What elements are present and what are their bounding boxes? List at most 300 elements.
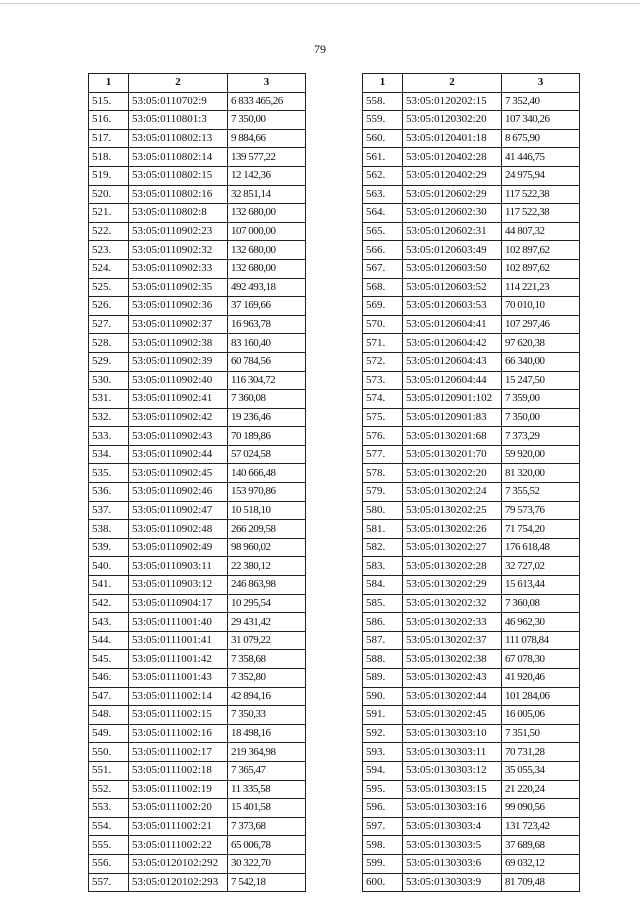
table-row (89, 129, 306, 148)
table-row (363, 185, 580, 204)
table-row (363, 650, 580, 669)
table-row (363, 148, 580, 167)
value-cell: 7 350,00 (502, 408, 580, 427)
table-row (363, 669, 580, 688)
value-cell: 65 006,78 (228, 836, 306, 855)
value-cell: 219 364,98 (228, 743, 306, 762)
value-cell: 16 963,78 (228, 315, 306, 334)
value-cell: 117 522,38 (502, 185, 580, 204)
value-cell: 7 350,00 (228, 111, 306, 130)
row-number-cell: 576. (363, 427, 403, 446)
row-number-cell: 560. (363, 129, 403, 148)
value-cell: 7 355,52 (502, 483, 580, 502)
cadastral-number-cell: 53:05:0110802:13 (129, 129, 228, 148)
row-number-cell: 520. (89, 185, 129, 204)
header-col-3: 3 (502, 74, 580, 93)
cadastral-number-cell: 53:05:0130202:27 (403, 538, 502, 557)
cadastral-number-cell: 53:05:0110801:3 (129, 111, 228, 130)
table-row (363, 334, 580, 353)
row-number-cell: 596. (363, 799, 403, 818)
row-number-cell: 519. (89, 166, 129, 185)
value-cell: 24 975,94 (502, 166, 580, 185)
cadastral-number-cell: 53:05:0130202:32 (403, 594, 502, 613)
row-number-cell: 547. (89, 687, 129, 706)
table-row (89, 501, 306, 520)
value-cell: 42 894,16 (228, 687, 306, 706)
value-cell: 7 352,80 (228, 669, 306, 688)
value-cell: 15 247,50 (502, 371, 580, 390)
row-number-cell: 554. (89, 817, 129, 836)
value-cell: 12 142,36 (228, 166, 306, 185)
row-number-cell: 584. (363, 576, 403, 595)
cadastral-number-cell: 53:05:0111001:41 (129, 631, 228, 650)
table-body-right (363, 92, 580, 892)
value-cell: 70 010,10 (502, 297, 580, 316)
row-number-cell: 538. (89, 520, 129, 539)
table-row (363, 501, 580, 520)
value-cell: 132 680,00 (228, 259, 306, 278)
row-number-cell: 583. (363, 557, 403, 576)
value-cell: 15 401,58 (228, 799, 306, 818)
table-row (363, 538, 580, 557)
value-cell: 107 340,26 (502, 111, 580, 130)
cadastral-number-cell: 53:05:0110903:11 (129, 557, 228, 576)
value-cell: 70 189,86 (228, 427, 306, 446)
table-row (89, 241, 306, 260)
value-cell: 44 807,32 (502, 222, 580, 241)
value-cell: 7 359,00 (502, 390, 580, 409)
cadastral-number-cell: 53:05:0110802:8 (129, 204, 228, 223)
value-cell: 19 236,46 (228, 408, 306, 427)
value-cell: 102 897,62 (502, 259, 580, 278)
row-number-cell: 518. (89, 148, 129, 167)
cadastral-number-cell: 53:05:0111002:21 (129, 817, 228, 836)
row-number-cell: 523. (89, 241, 129, 260)
cadastral-number-cell: 53:05:0130303:12 (403, 761, 502, 780)
value-cell: 15 613,44 (502, 576, 580, 595)
cadastral-number-cell: 53:05:0110802:15 (129, 166, 228, 185)
cadastral-number-cell: 53:05:0120602:29 (403, 185, 502, 204)
table-row (89, 538, 306, 557)
table-row (363, 799, 580, 818)
header-col-1: 1 (363, 74, 403, 93)
row-number-cell: 599. (363, 854, 403, 873)
cadastral-number-cell: 53:05:0111002:14 (129, 687, 228, 706)
table-header-row (89, 74, 306, 93)
row-number-cell: 526. (89, 297, 129, 316)
value-cell: 22 380,12 (228, 557, 306, 576)
value-cell: 29 431,42 (228, 613, 306, 632)
cadastral-number-cell: 53:05:0130303:11 (403, 743, 502, 762)
row-number-cell: 575. (363, 408, 403, 427)
row-number-cell: 589. (363, 669, 403, 688)
row-number-cell: 546. (89, 669, 129, 688)
cadastral-number-cell: 53:05:0120602:30 (403, 204, 502, 223)
table-row (363, 873, 580, 892)
cadastral-number-cell: 53:05:0130303:6 (403, 854, 502, 873)
table-row (89, 352, 306, 371)
value-cell: 116 304,72 (228, 371, 306, 390)
cadastral-number-cell: 53:05:0120604:41 (403, 315, 502, 334)
table-row (89, 743, 306, 762)
value-cell: 79 573,76 (502, 501, 580, 520)
table-row (89, 315, 306, 334)
row-number-cell: 578. (363, 464, 403, 483)
table-row (363, 390, 580, 409)
row-number-cell: 571. (363, 334, 403, 353)
row-number-cell: 587. (363, 631, 403, 650)
row-number-cell: 548. (89, 706, 129, 725)
row-number-cell: 537. (89, 501, 129, 520)
top-edge-rule (0, 3, 640, 4)
value-cell: 31 079,22 (228, 631, 306, 650)
row-number-cell: 556. (89, 854, 129, 873)
row-number-cell: 579. (363, 483, 403, 502)
cadastral-number-cell: 53:05:0130303:15 (403, 780, 502, 799)
cadastral-number-cell: 53:05:0120102:292 (129, 854, 228, 873)
table-row (89, 576, 306, 595)
cadastral-number-cell: 53:05:0110902:32 (129, 241, 228, 260)
cadastral-number-cell: 53:05:0130202:38 (403, 650, 502, 669)
cadastral-number-cell: 53:05:0111001:40 (129, 613, 228, 632)
table-row (363, 427, 580, 446)
row-number-cell: 533. (89, 427, 129, 446)
table-row (363, 854, 580, 873)
value-cell: 70 731,28 (502, 743, 580, 762)
cadastral-number-cell: 53:05:0130303:10 (403, 724, 502, 743)
row-number-cell: 532. (89, 408, 129, 427)
value-cell: 107 000,00 (228, 222, 306, 241)
value-cell: 7 352,40 (502, 92, 580, 111)
cadastral-number-cell: 53:05:0130303:16 (403, 799, 502, 818)
cadastral-number-cell: 53:05:0130303:4 (403, 817, 502, 836)
value-cell: 7 358,68 (228, 650, 306, 669)
table-row (363, 706, 580, 725)
cadastral-number-cell: 53:05:0130202:33 (403, 613, 502, 632)
table-row (89, 873, 306, 892)
table-row (89, 706, 306, 725)
row-number-cell: 536. (89, 483, 129, 502)
table-row (363, 129, 580, 148)
row-number-cell: 524. (89, 259, 129, 278)
table-row (89, 613, 306, 632)
table-row (89, 724, 306, 743)
value-cell: 71 754,20 (502, 520, 580, 539)
cadastral-number-cell: 53:05:0110902:49 (129, 538, 228, 557)
table-row (363, 166, 580, 185)
table-row (363, 278, 580, 297)
value-cell: 11 335,58 (228, 780, 306, 799)
cadastral-number-cell: 53:05:0120901:102 (403, 390, 502, 409)
row-number-cell: 580. (363, 501, 403, 520)
table-row (89, 520, 306, 539)
row-number-cell: 566. (363, 241, 403, 260)
value-cell: 98 960,02 (228, 538, 306, 557)
row-number-cell: 593. (363, 743, 403, 762)
cadastral-number-cell: 53:05:0110902:39 (129, 352, 228, 371)
table-row (89, 854, 306, 873)
value-cell: 7 365,47 (228, 761, 306, 780)
cadastral-number-cell: 53:05:0130202:24 (403, 483, 502, 502)
table-row (363, 445, 580, 464)
value-cell: 8 675,90 (502, 129, 580, 148)
row-number-cell: 565. (363, 222, 403, 241)
table-row (363, 613, 580, 632)
table-row (363, 315, 580, 334)
table-row (89, 817, 306, 836)
table-body-left (89, 92, 306, 892)
cadastral-number-cell: 53:05:0120202:15 (403, 92, 502, 111)
cadastral-number-cell: 53:05:0110802:16 (129, 185, 228, 204)
cadastral-number-cell: 53:05:0111002:19 (129, 780, 228, 799)
cadastral-number-cell: 53:05:0120302:20 (403, 111, 502, 130)
row-number-cell: 557. (89, 873, 129, 892)
table-row (89, 464, 306, 483)
cadastral-number-cell: 53:05:0130303:5 (403, 836, 502, 855)
cadastral-number-cell: 53:05:0130201:70 (403, 445, 502, 464)
cadastral-number-cell: 53:05:0111002:16 (129, 724, 228, 743)
table-row (363, 222, 580, 241)
cadastral-number-cell: 53:05:0130202:25 (403, 501, 502, 520)
table-row (89, 278, 306, 297)
row-number-cell: 553. (89, 799, 129, 818)
value-cell: 114 221,23 (502, 278, 580, 297)
cadastral-number-cell: 53:05:0110902:41 (129, 390, 228, 409)
cadastral-number-cell: 53:05:0110902:48 (129, 520, 228, 539)
row-number-cell: 527. (89, 315, 129, 334)
row-number-cell: 534. (89, 445, 129, 464)
value-cell: 139 577,22 (228, 148, 306, 167)
value-cell: 10 295,54 (228, 594, 306, 613)
row-number-cell: 559. (363, 111, 403, 130)
cadastral-number-cell: 53:05:0111002:18 (129, 761, 228, 780)
row-number-cell: 574. (363, 390, 403, 409)
value-cell: 7 360,08 (502, 594, 580, 613)
cadastral-number-cell: 53:05:0130202:29 (403, 576, 502, 595)
row-number-cell: 594. (363, 761, 403, 780)
value-cell: 16 005,06 (502, 706, 580, 725)
table-row (363, 687, 580, 706)
cadastral-number-cell: 53:05:0110902:23 (129, 222, 228, 241)
row-number-cell: 585. (363, 594, 403, 613)
row-number-cell: 572. (363, 352, 403, 371)
table-row (363, 111, 580, 130)
value-cell: 7 350,33 (228, 706, 306, 725)
value-cell: 46 962,30 (502, 613, 580, 632)
cadastral-number-cell: 53:05:0130303:9 (403, 873, 502, 892)
cadastral-number-cell: 53:05:0120901:83 (403, 408, 502, 427)
cadastral-number-cell: 53:05:0120604:44 (403, 371, 502, 390)
row-number-cell: 577. (363, 445, 403, 464)
table-row (363, 817, 580, 836)
table-row (89, 445, 306, 464)
cadastral-number-cell: 53:05:0130202:26 (403, 520, 502, 539)
value-cell: 246 863,98 (228, 576, 306, 595)
value-cell: 60 784,56 (228, 352, 306, 371)
row-number-cell: 530. (89, 371, 129, 390)
value-cell: 7 373,68 (228, 817, 306, 836)
table-row (89, 92, 306, 111)
row-number-cell: 535. (89, 464, 129, 483)
table-row (89, 631, 306, 650)
value-cell: 492 493,18 (228, 278, 306, 297)
cadastral-number-cell: 53:05:0120401:18 (403, 129, 502, 148)
cadastral-number-cell: 53:05:0110902:40 (129, 371, 228, 390)
cadastral-number-cell: 53:05:0110902:44 (129, 445, 228, 464)
cadastral-number-cell: 53:05:0111002:22 (129, 836, 228, 855)
value-cell: 21 220,24 (502, 780, 580, 799)
cadastral-number-cell: 53:05:0111002:15 (129, 706, 228, 725)
table-row (363, 743, 580, 762)
cadastral-number-cell: 53:05:0120102:293 (129, 873, 228, 892)
table-row (89, 761, 306, 780)
value-cell: 81 709,48 (502, 873, 580, 892)
cadastral-number-cell: 53:05:0120603:49 (403, 241, 502, 260)
table-row (89, 669, 306, 688)
table-row (363, 576, 580, 595)
cadastral-number-cell: 53:05:0111001:42 (129, 650, 228, 669)
cadastral-number-cell: 53:05:0110902:46 (129, 483, 228, 502)
cadastral-number-cell: 53:05:0120603:50 (403, 259, 502, 278)
cadastral-number-cell: 53:05:0130202:44 (403, 687, 502, 706)
row-number-cell: 540. (89, 557, 129, 576)
cadastral-number-cell: 53:05:0120402:29 (403, 166, 502, 185)
value-cell: 7 351,50 (502, 724, 580, 743)
table-row (363, 594, 580, 613)
row-number-cell: 525. (89, 278, 129, 297)
cadastral-number-cell: 53:05:0130202:28 (403, 557, 502, 576)
value-cell: 7 373,29 (502, 427, 580, 446)
table-row (363, 204, 580, 223)
cadastral-number-cell: 53:05:0110902:42 (129, 408, 228, 427)
value-cell: 7 542,18 (228, 873, 306, 892)
row-number-cell: 528. (89, 334, 129, 353)
cadastral-number-cell: 53:05:0120603:52 (403, 278, 502, 297)
value-cell: 99 090,56 (502, 799, 580, 818)
cadastral-number-cell: 53:05:0120402:28 (403, 148, 502, 167)
row-number-cell: 573. (363, 371, 403, 390)
table-row (363, 297, 580, 316)
cadastral-number-cell: 53:05:0110902:36 (129, 297, 228, 316)
cadastral-number-cell: 53:05:0110902:45 (129, 464, 228, 483)
row-number-cell: 543. (89, 613, 129, 632)
value-cell: 140 666,48 (228, 464, 306, 483)
cadastral-number-cell: 53:05:0120604:42 (403, 334, 502, 353)
value-cell: 59 920,00 (502, 445, 580, 464)
value-cell: 102 897,62 (502, 241, 580, 260)
row-number-cell: 549. (89, 724, 129, 743)
table-row (89, 390, 306, 409)
table-row (89, 687, 306, 706)
row-number-cell: 591. (363, 706, 403, 725)
value-cell: 37 169,66 (228, 297, 306, 316)
row-number-cell: 545. (89, 650, 129, 669)
table-row (363, 259, 580, 278)
row-number-cell: 562. (363, 166, 403, 185)
table-row (89, 334, 306, 353)
cadastral-number-cell: 53:05:0130201:68 (403, 427, 502, 446)
row-number-cell: 588. (363, 650, 403, 669)
value-cell: 101 284,06 (502, 687, 580, 706)
cadastral-number-cell: 53:05:0130202:43 (403, 669, 502, 688)
cadastral-number-cell: 53:05:0111002:20 (129, 799, 228, 818)
row-number-cell: 568. (363, 278, 403, 297)
value-cell: 10 518,10 (228, 501, 306, 520)
row-number-cell: 550. (89, 743, 129, 762)
value-cell: 30 322,70 (228, 854, 306, 873)
row-number-cell: 531. (89, 390, 129, 409)
cadastral-number-cell: 53:05:0120604:43 (403, 352, 502, 371)
row-number-cell: 521. (89, 204, 129, 223)
row-number-cell: 581. (363, 520, 403, 539)
row-number-cell: 555. (89, 836, 129, 855)
row-number-cell: 558. (363, 92, 403, 111)
row-number-cell: 592. (363, 724, 403, 743)
page-number: 79 (314, 42, 326, 56)
row-number-cell: 515. (89, 92, 129, 111)
value-cell: 131 723,42 (502, 817, 580, 836)
table-row (363, 724, 580, 743)
row-number-cell: 597. (363, 817, 403, 836)
cadastral-number-cell: 53:05:0111002:17 (129, 743, 228, 762)
value-cell: 81 320,00 (502, 464, 580, 483)
cadastral-number-cell: 53:05:0110902:33 (129, 259, 228, 278)
header-col-2: 2 (129, 74, 228, 93)
row-number-cell: 563. (363, 185, 403, 204)
row-number-cell: 595. (363, 780, 403, 799)
value-cell: 7 360,08 (228, 390, 306, 409)
header-col-1: 1 (89, 74, 129, 93)
table-row (89, 259, 306, 278)
cadastral-number-cell: 53:05:0110702:9 (129, 92, 228, 111)
row-number-cell: 516. (89, 111, 129, 130)
value-cell: 176 618,48 (502, 538, 580, 557)
row-number-cell: 551. (89, 761, 129, 780)
value-cell: 132 680,00 (228, 241, 306, 260)
value-cell: 117 522,38 (502, 204, 580, 223)
table-row (89, 594, 306, 613)
table-row (89, 371, 306, 390)
value-cell: 18 498,16 (228, 724, 306, 743)
cadastral-number-cell: 53:05:0110903:12 (129, 576, 228, 595)
value-cell: 35 055,34 (502, 761, 580, 780)
table-row (89, 111, 306, 130)
value-cell: 37 689,68 (502, 836, 580, 855)
registry-table-left (88, 73, 306, 892)
value-cell: 111 078,84 (502, 631, 580, 650)
table-row (363, 483, 580, 502)
row-number-cell: 552. (89, 780, 129, 799)
cadastral-number-cell: 53:05:0110902:43 (129, 427, 228, 446)
table-row (89, 780, 306, 799)
value-cell: 6 833 465,26 (228, 92, 306, 111)
table-row (89, 650, 306, 669)
table-header-row (363, 74, 580, 93)
table-row (89, 148, 306, 167)
value-cell: 69 032,12 (502, 854, 580, 873)
table-row (363, 371, 580, 390)
row-number-cell: 582. (363, 538, 403, 557)
row-number-cell: 564. (363, 204, 403, 223)
cadastral-number-cell: 53:05:0110902:38 (129, 334, 228, 353)
row-number-cell: 598. (363, 836, 403, 855)
row-number-cell: 586. (363, 613, 403, 632)
table-row (89, 799, 306, 818)
table-row (363, 557, 580, 576)
table-row (89, 557, 306, 576)
table-row (363, 241, 580, 260)
value-cell: 97 620,38 (502, 334, 580, 353)
